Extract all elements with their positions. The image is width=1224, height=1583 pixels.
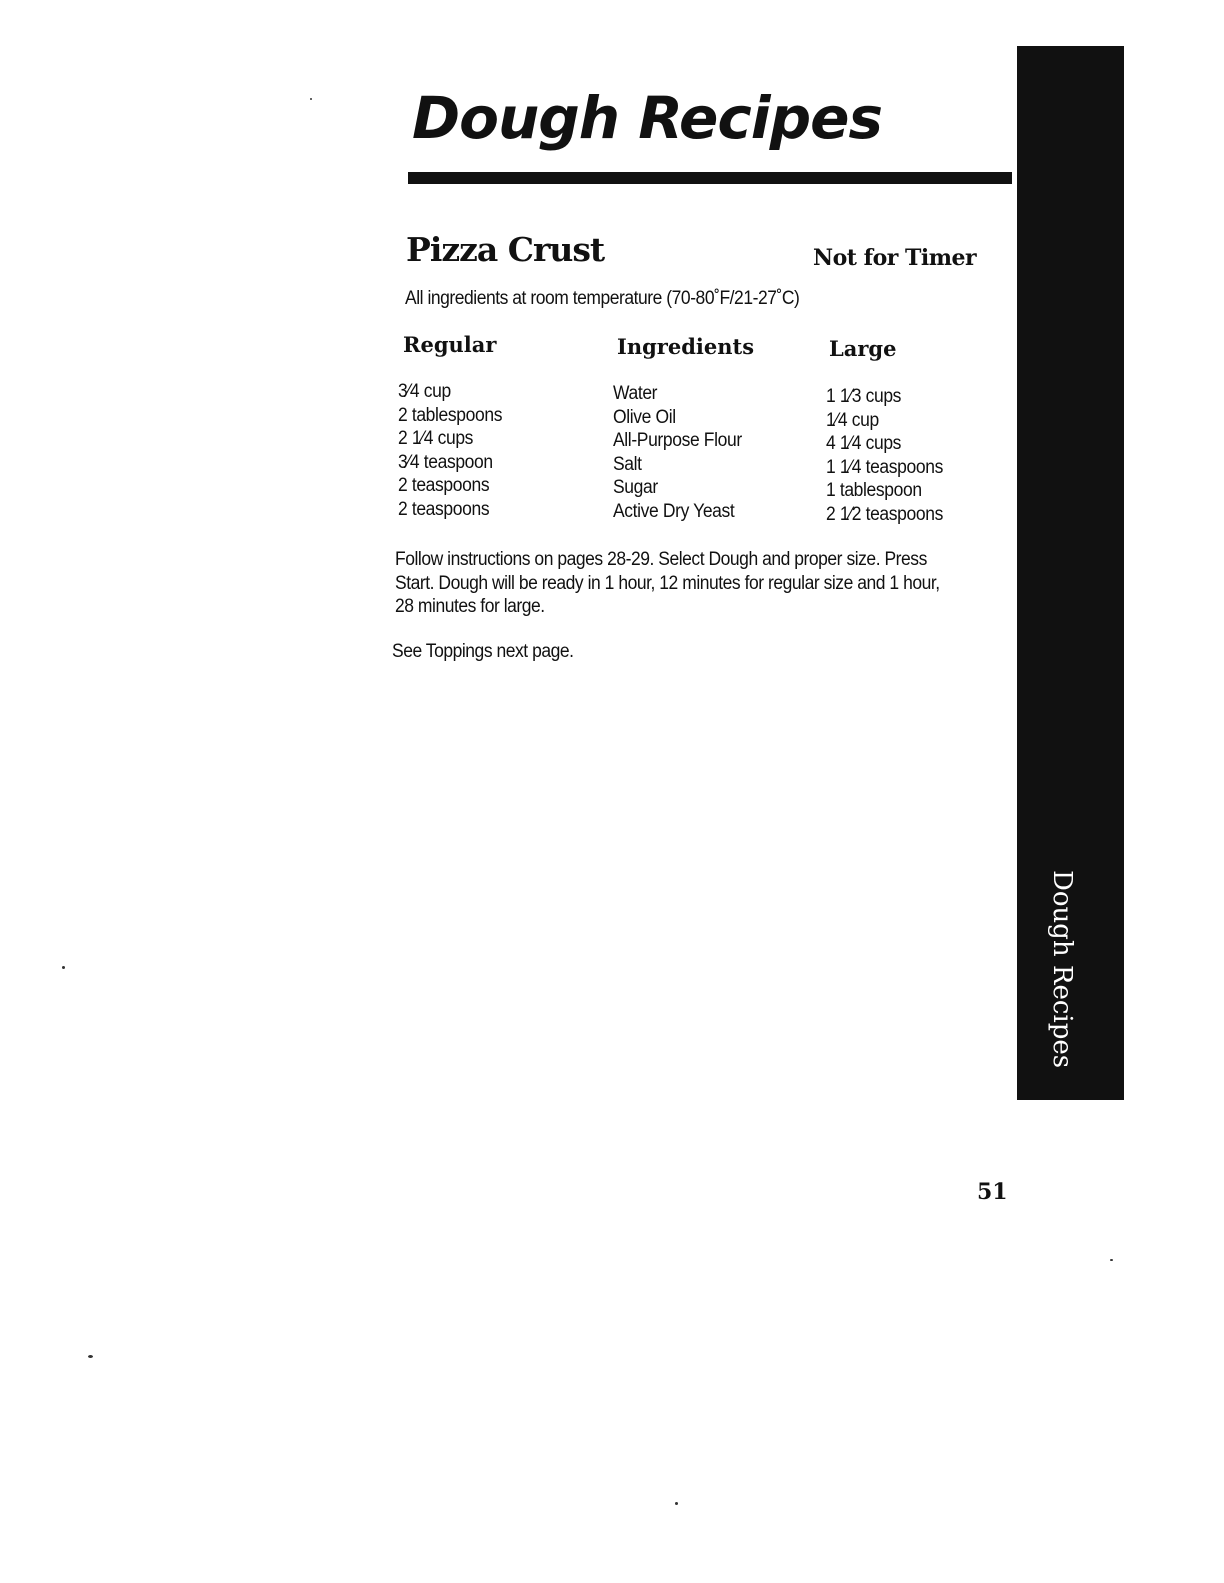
timer-note: Not for Timer xyxy=(813,245,977,271)
scan-speck xyxy=(88,1355,93,1358)
list-item: 1 1⁄3 cups xyxy=(826,386,902,407)
list-item: 2 teaspoons xyxy=(398,475,490,497)
list-item: 2 teaspoons xyxy=(398,498,490,520)
see-toppings-note: See Toppings next page. xyxy=(392,641,574,662)
regular-amounts-list xyxy=(398,380,511,522)
list-item: All-Purpose Flour xyxy=(613,430,742,452)
list-item: 1 tablespoon xyxy=(826,480,922,502)
list-item: 2 1⁄2 teaspoons xyxy=(826,503,943,525)
large-column-header: Large xyxy=(829,336,897,361)
side-tab-label: Dough Recipes xyxy=(1047,870,1077,1069)
ingredients-list xyxy=(613,382,753,524)
recipe-title: Pizza Crust xyxy=(406,230,605,269)
instructions-paragraph: Follow instructions on pages 28-29. Select Dough and proper size. Press Start. Dough will be ready in 1 hour, 12 minutes for regular size and 1 hour, 28 minutes for large. xyxy=(395,549,940,617)
list-item: Sugar xyxy=(613,477,658,499)
scan-speck xyxy=(310,98,312,100)
ingredients-column-header: Ingredients xyxy=(617,334,755,359)
page-number: 51 xyxy=(977,1179,1008,1205)
title-rule xyxy=(408,172,1012,184)
list-item: 1⁄4 cup xyxy=(826,409,879,431)
list-item: 2 tablespoons xyxy=(398,404,503,426)
list-item: Active Dry Yeast xyxy=(613,500,735,522)
regular-column-header: Regular xyxy=(403,332,497,357)
scan-speck xyxy=(1110,1259,1113,1261)
list-item: Water xyxy=(613,383,658,404)
scan-speck xyxy=(675,1502,678,1505)
temperature-note: All ingredients at room temperature (70-80˚F/21-27˚C) xyxy=(405,288,800,309)
list-item: 3⁄4 cup xyxy=(398,381,451,402)
list-item: 2 1⁄4 cups xyxy=(398,428,474,450)
list-item: 1 1⁄4 teaspoons xyxy=(826,456,943,478)
list-item: 3⁄4 teaspoon xyxy=(398,451,493,473)
large-amounts-list xyxy=(826,385,953,527)
scan-speck xyxy=(62,966,65,969)
list-item: Olive Oil xyxy=(613,406,676,428)
list-item: 4 1⁄4 cups xyxy=(826,433,902,455)
list-item: Salt xyxy=(613,453,642,475)
page-title: Dough Recipes xyxy=(412,84,883,152)
